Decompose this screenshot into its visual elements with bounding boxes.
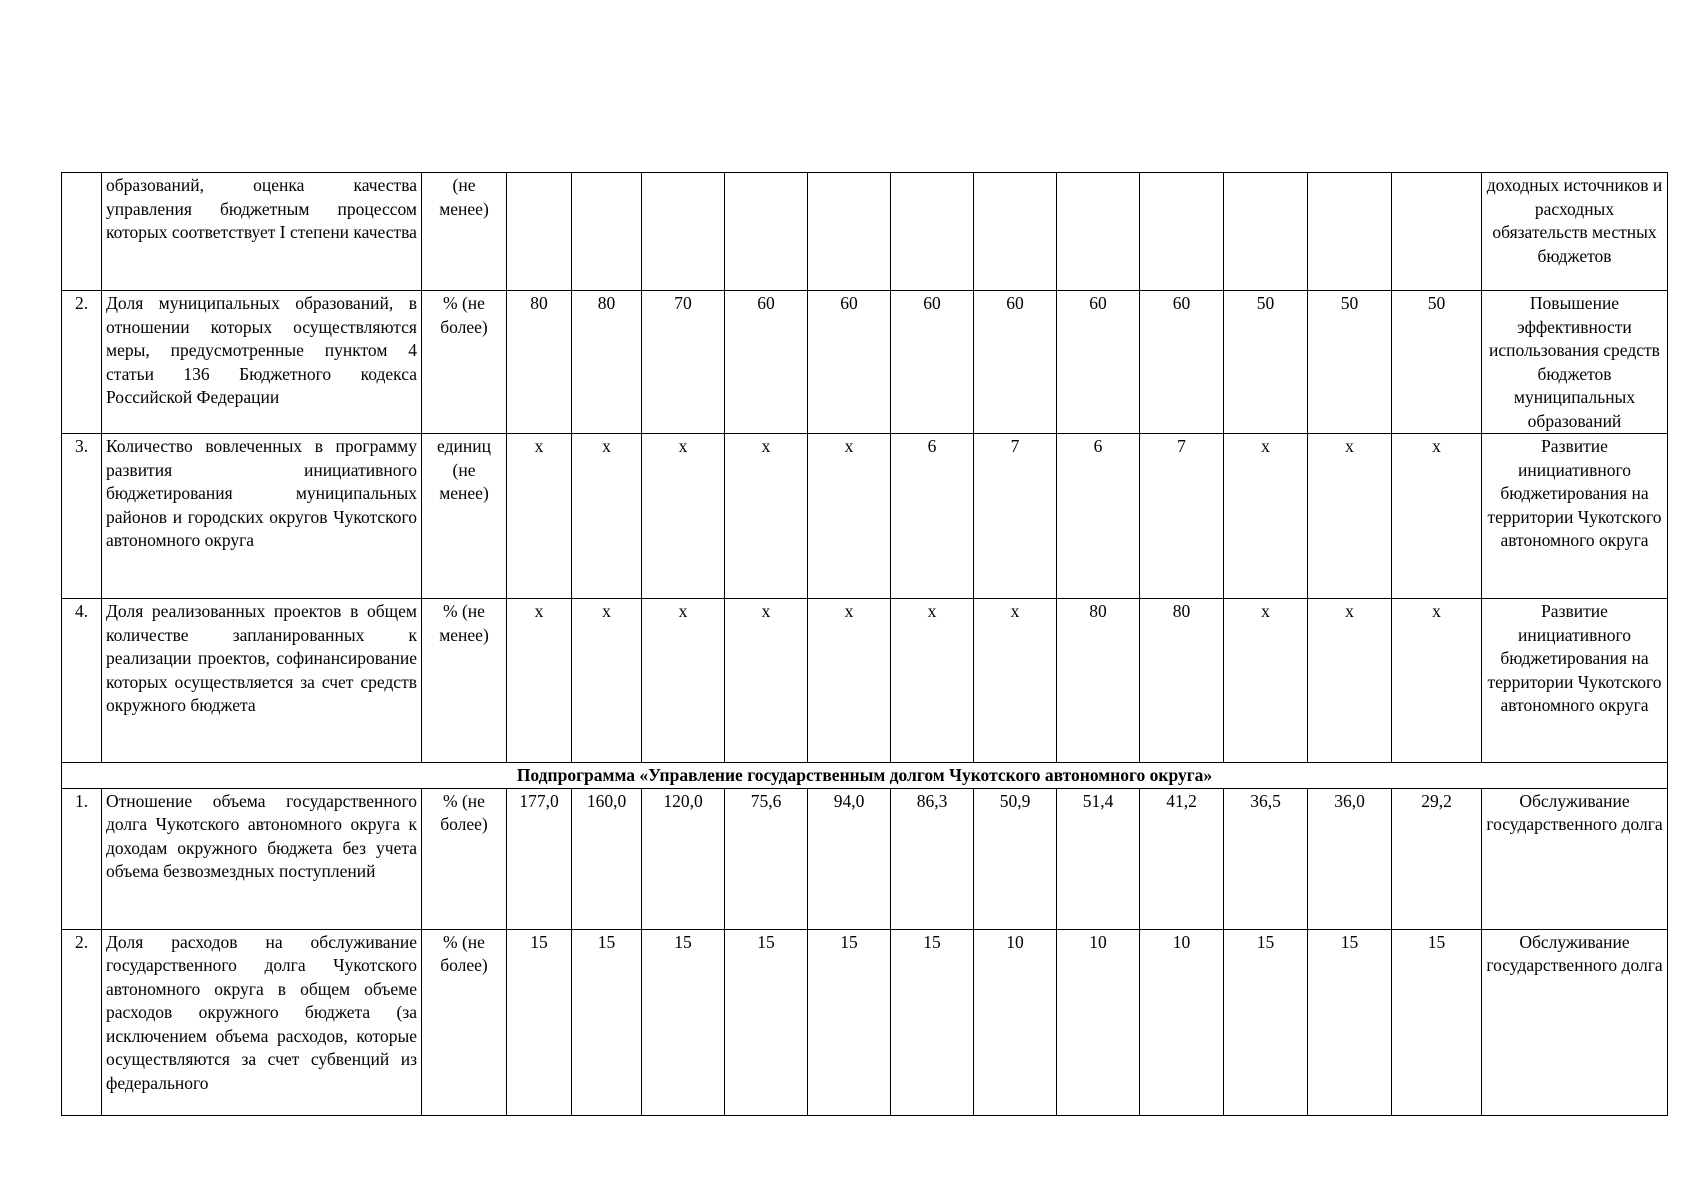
value-cell: 6 (1057, 434, 1140, 599)
value-cell: 60 (725, 291, 808, 434)
value-cell: 36,0 (1308, 788, 1392, 929)
indicators-table (61, 172, 1668, 1116)
value-cell: 80 (1140, 599, 1224, 763)
value-cell: х (1308, 599, 1392, 763)
unit-cell: % (не более) (422, 788, 507, 929)
value-cell: х (1392, 434, 1482, 599)
value-cell: 86,3 (891, 788, 974, 929)
value-cell (974, 173, 1057, 291)
indicator-name: Отношение объема государственного долга Чукотского автономного округа к доходам окружного бюджета без учета объема безвозмездных поступлений (102, 788, 422, 929)
value-cell: 15 (1224, 929, 1308, 1115)
value-cell: 15 (1308, 929, 1392, 1115)
value-cell: х (1224, 434, 1308, 599)
value-cell: 60 (1057, 291, 1140, 434)
value-cell: х (507, 434, 572, 599)
section-header-row (62, 763, 1668, 789)
table-row (62, 173, 1668, 291)
goal-cell: доходных источников и расходных обязательств местных бюджетов (1482, 173, 1668, 291)
value-cell: 120,0 (642, 788, 725, 929)
value-cell: 177,0 (507, 788, 572, 929)
row-number: 4. (62, 599, 102, 763)
value-cell (1057, 173, 1140, 291)
unit-cell: единиц (не менее) (422, 434, 507, 599)
value-cell: 50 (1224, 291, 1308, 434)
value-cell: х (808, 599, 891, 763)
value-cell: х (642, 434, 725, 599)
row-number: 2. (62, 929, 102, 1115)
value-cell: 50 (1308, 291, 1392, 434)
value-cell (1308, 173, 1392, 291)
value-cell: х (507, 599, 572, 763)
unit-cell: % (не более) (422, 291, 507, 434)
value-cell: х (1308, 434, 1392, 599)
value-cell: х (891, 599, 974, 763)
value-cell (1224, 173, 1308, 291)
value-cell: 15 (891, 929, 974, 1115)
value-cell: 51,4 (1057, 788, 1140, 929)
value-cell: 10 (1057, 929, 1140, 1115)
value-cell: 7 (974, 434, 1057, 599)
value-cell: 50,9 (974, 788, 1057, 929)
value-cell (891, 173, 974, 291)
value-cell: 15 (507, 929, 572, 1115)
value-cell: 60 (808, 291, 891, 434)
value-cell: х (725, 599, 808, 763)
value-cell: 15 (572, 929, 642, 1115)
unit-cell: % (не менее) (422, 599, 507, 763)
unit-cell: (не менее) (422, 173, 507, 291)
table-row (62, 929, 1668, 1115)
goal-cell: Развитие инициативного бюджетирования на территории Чукотского автономного округа (1482, 599, 1668, 763)
row-number: 1. (62, 788, 102, 929)
value-cell: 160,0 (572, 788, 642, 929)
indicator-name: образований, оценка качества управления бюджетным процессом которых соответствует I степени качества (102, 173, 422, 291)
indicator-name: Доля муниципальных образований, в отношении которых осуществляются меры, предусмотренные пунктом 4 статьи 136 Бюджетного кодекса Российской Федерации (102, 291, 422, 434)
value-cell: 60 (891, 291, 974, 434)
value-cell: х (974, 599, 1057, 763)
value-cell: 60 (974, 291, 1057, 434)
value-cell: 15 (642, 929, 725, 1115)
row-number (62, 173, 102, 291)
value-cell: 50 (1392, 291, 1482, 434)
value-cell: 15 (725, 929, 808, 1115)
value-cell: 80 (507, 291, 572, 434)
table-row (62, 291, 1668, 434)
goal-cell: Повышение эффективности использования средств бюджетов муниципальных образований (1482, 291, 1668, 434)
value-cell: 70 (642, 291, 725, 434)
value-cell (642, 173, 725, 291)
value-cell: х (642, 599, 725, 763)
value-cell: 15 (1392, 929, 1482, 1115)
value-cell (507, 173, 572, 291)
value-cell: 15 (808, 929, 891, 1115)
subprogram-title: Подпрограмма «Управление государственным долгом Чукотского автономного округа» (62, 763, 1668, 789)
goal-cell: Обслуживание государственного долга (1482, 788, 1668, 929)
indicator-name: Доля расходов на обслуживание государственного долга Чукотского автономного округа в общем объеме расходов окружного бюджета (за исключением объема расходов, которые осуществляются за счет субвенций из федерального (102, 929, 422, 1115)
row-number: 3. (62, 434, 102, 599)
value-cell (1392, 173, 1482, 291)
value-cell (725, 173, 808, 291)
table-body (62, 173, 1668, 1116)
goal-cell: Развитие инициативного бюджетирования на территории Чукотского автономного округа (1482, 434, 1668, 599)
indicator-name: Доля реализованных проектов в общем количестве запланированных к реализации проектов, софинансирование которых осуществляется за счет средств окружного бюджета (102, 599, 422, 763)
value-cell: 94,0 (808, 788, 891, 929)
goal-cell: Обслуживание государственного долга (1482, 929, 1668, 1115)
value-cell: 7 (1140, 434, 1224, 599)
value-cell: 6 (891, 434, 974, 599)
value-cell: 10 (1140, 929, 1224, 1115)
indicator-name: Количество вовлеченных в программу развития инициативного бюджетирования муниципальных районов и городских округов Чукотского автономного округа (102, 434, 422, 599)
value-cell: х (1392, 599, 1482, 763)
value-cell: х (808, 434, 891, 599)
table-row (62, 434, 1668, 599)
value-cell: х (1224, 599, 1308, 763)
value-cell: 80 (1057, 599, 1140, 763)
value-cell: 80 (572, 291, 642, 434)
value-cell (808, 173, 891, 291)
table-row (62, 599, 1668, 763)
value-cell: 29,2 (1392, 788, 1482, 929)
value-cell: 10 (974, 929, 1057, 1115)
value-cell (1140, 173, 1224, 291)
value-cell: 75,6 (725, 788, 808, 929)
value-cell: х (572, 434, 642, 599)
value-cell: 36,5 (1224, 788, 1308, 929)
table-row (62, 788, 1668, 929)
value-cell: 41,2 (1140, 788, 1224, 929)
row-number: 2. (62, 291, 102, 434)
value-cell: 60 (1140, 291, 1224, 434)
value-cell (572, 173, 642, 291)
unit-cell: % (не более) (422, 929, 507, 1115)
value-cell: х (725, 434, 808, 599)
value-cell: х (572, 599, 642, 763)
